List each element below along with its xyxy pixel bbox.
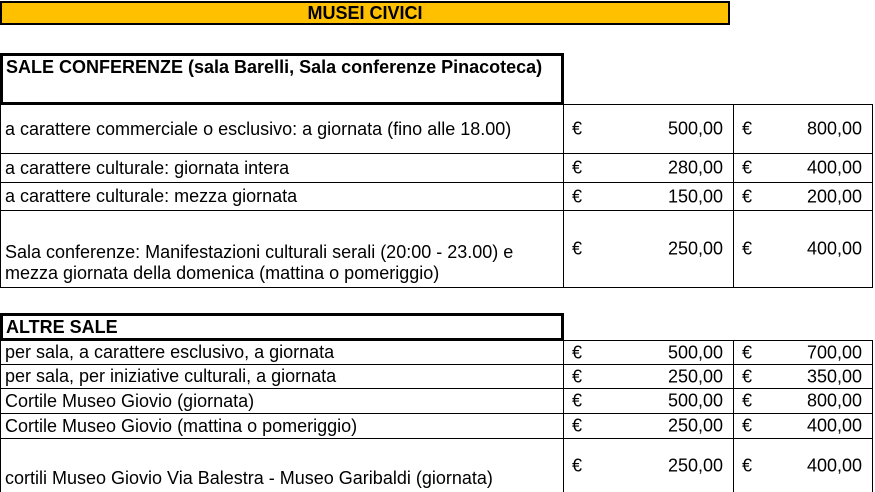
price-value: 700,00: [806, 342, 862, 362]
price-value: 500,00: [667, 118, 723, 139]
table-row: [0, 211, 873, 288]
price-value: 280,00: [667, 157, 723, 178]
price-cell-1: [564, 341, 734, 364]
price-value: 400,00: [806, 455, 862, 475]
row-description: a carattere culturale: giornata intera: [0, 154, 564, 182]
euro-symbol: €: [572, 390, 583, 411]
price-value: 500,00: [667, 342, 723, 362]
price-cell-2: [734, 154, 873, 182]
price-value: 400,00: [806, 415, 862, 436]
table-row: [0, 104, 873, 154]
price-value: 250,00: [667, 415, 723, 436]
euro-symbol: €: [572, 342, 583, 362]
table-row: [0, 154, 873, 183]
section-header-altre-sale: ALTRE SALE: [0, 313, 564, 341]
price-value: 150,00: [667, 186, 723, 206]
price-cell-1: [564, 105, 734, 153]
euro-symbol: €: [742, 118, 753, 139]
price-cell-1: [564, 365, 734, 388]
price-value: 250,00: [667, 238, 723, 259]
euro-symbol: €: [572, 455, 583, 475]
price-cell-2: [734, 211, 873, 287]
euro-symbol: €: [572, 157, 583, 178]
euro-symbol: €: [742, 366, 753, 386]
table-row: [0, 340, 873, 365]
page-title: MUSEI CIVICI: [0, 1, 730, 25]
price-cell-2: [734, 105, 873, 153]
euro-symbol: €: [742, 342, 753, 362]
table-row: [0, 439, 873, 492]
row-description: Cortile Museo Giovio (giornata): [0, 389, 564, 413]
row-description: per sala, a carattere esclusivo, a giornata: [0, 341, 564, 364]
euro-symbol: €: [742, 455, 753, 475]
euro-symbol: €: [742, 238, 753, 259]
price-cell-2: [734, 341, 873, 364]
row-description: Cortile Museo Giovio (mattina o pomeriggio): [0, 414, 564, 438]
table-row: [0, 183, 873, 211]
price-value: 250,00: [667, 455, 723, 475]
price-cell-1: [564, 154, 734, 182]
euro-symbol: €: [742, 186, 753, 206]
price-cell-2: [734, 365, 873, 388]
price-cell-2: [734, 183, 873, 210]
price-cell-2: [734, 439, 873, 492]
section-header-sale-conferenze: SALE CONFERENZE (sala Barelli, Sala conferenze Pinacoteca): [0, 53, 564, 105]
row-description: a carattere culturale: mezza giornata: [0, 183, 564, 210]
price-cell-1: [564, 211, 734, 287]
price-value: 350,00: [806, 366, 862, 386]
price-value: 400,00: [806, 238, 862, 259]
euro-symbol: €: [742, 157, 753, 178]
price-value: 500,00: [667, 390, 723, 411]
price-value: 800,00: [806, 118, 862, 139]
euro-symbol: €: [572, 366, 583, 386]
row-description: Sala conferenze: Manifestazioni culturali serali (20:00 - 23.00) e mezza giornata della domenica (mattina o pomeriggio): [0, 211, 564, 287]
price-cell-1: [564, 183, 734, 210]
euro-symbol: €: [572, 415, 583, 436]
euro-symbol: €: [572, 186, 583, 206]
euro-symbol: €: [742, 415, 753, 436]
euro-symbol: €: [572, 118, 583, 139]
price-cell-1: [564, 414, 734, 438]
price-value: 800,00: [806, 390, 862, 411]
price-cell-2: [734, 389, 873, 413]
euro-symbol: €: [742, 390, 753, 411]
table-row: [0, 365, 873, 389]
table-row: [0, 389, 873, 414]
price-cell-1: [564, 439, 734, 492]
price-cell-1: [564, 389, 734, 413]
row-description: cortili Museo Giovio Via Balestra - Museo Garibaldi (giornata): [0, 439, 564, 492]
price-value: 400,00: [806, 157, 862, 178]
row-description: per sala, per iniziative culturali, a giornata: [0, 365, 564, 388]
euro-symbol: €: [572, 238, 583, 259]
price-value: 200,00: [806, 186, 862, 206]
row-description: a carattere commerciale o esclusivo: a giornata (fino alle 18.00): [0, 105, 564, 153]
table-row: [0, 414, 873, 439]
price-value: 250,00: [667, 366, 723, 386]
price-cell-2: [734, 414, 873, 438]
